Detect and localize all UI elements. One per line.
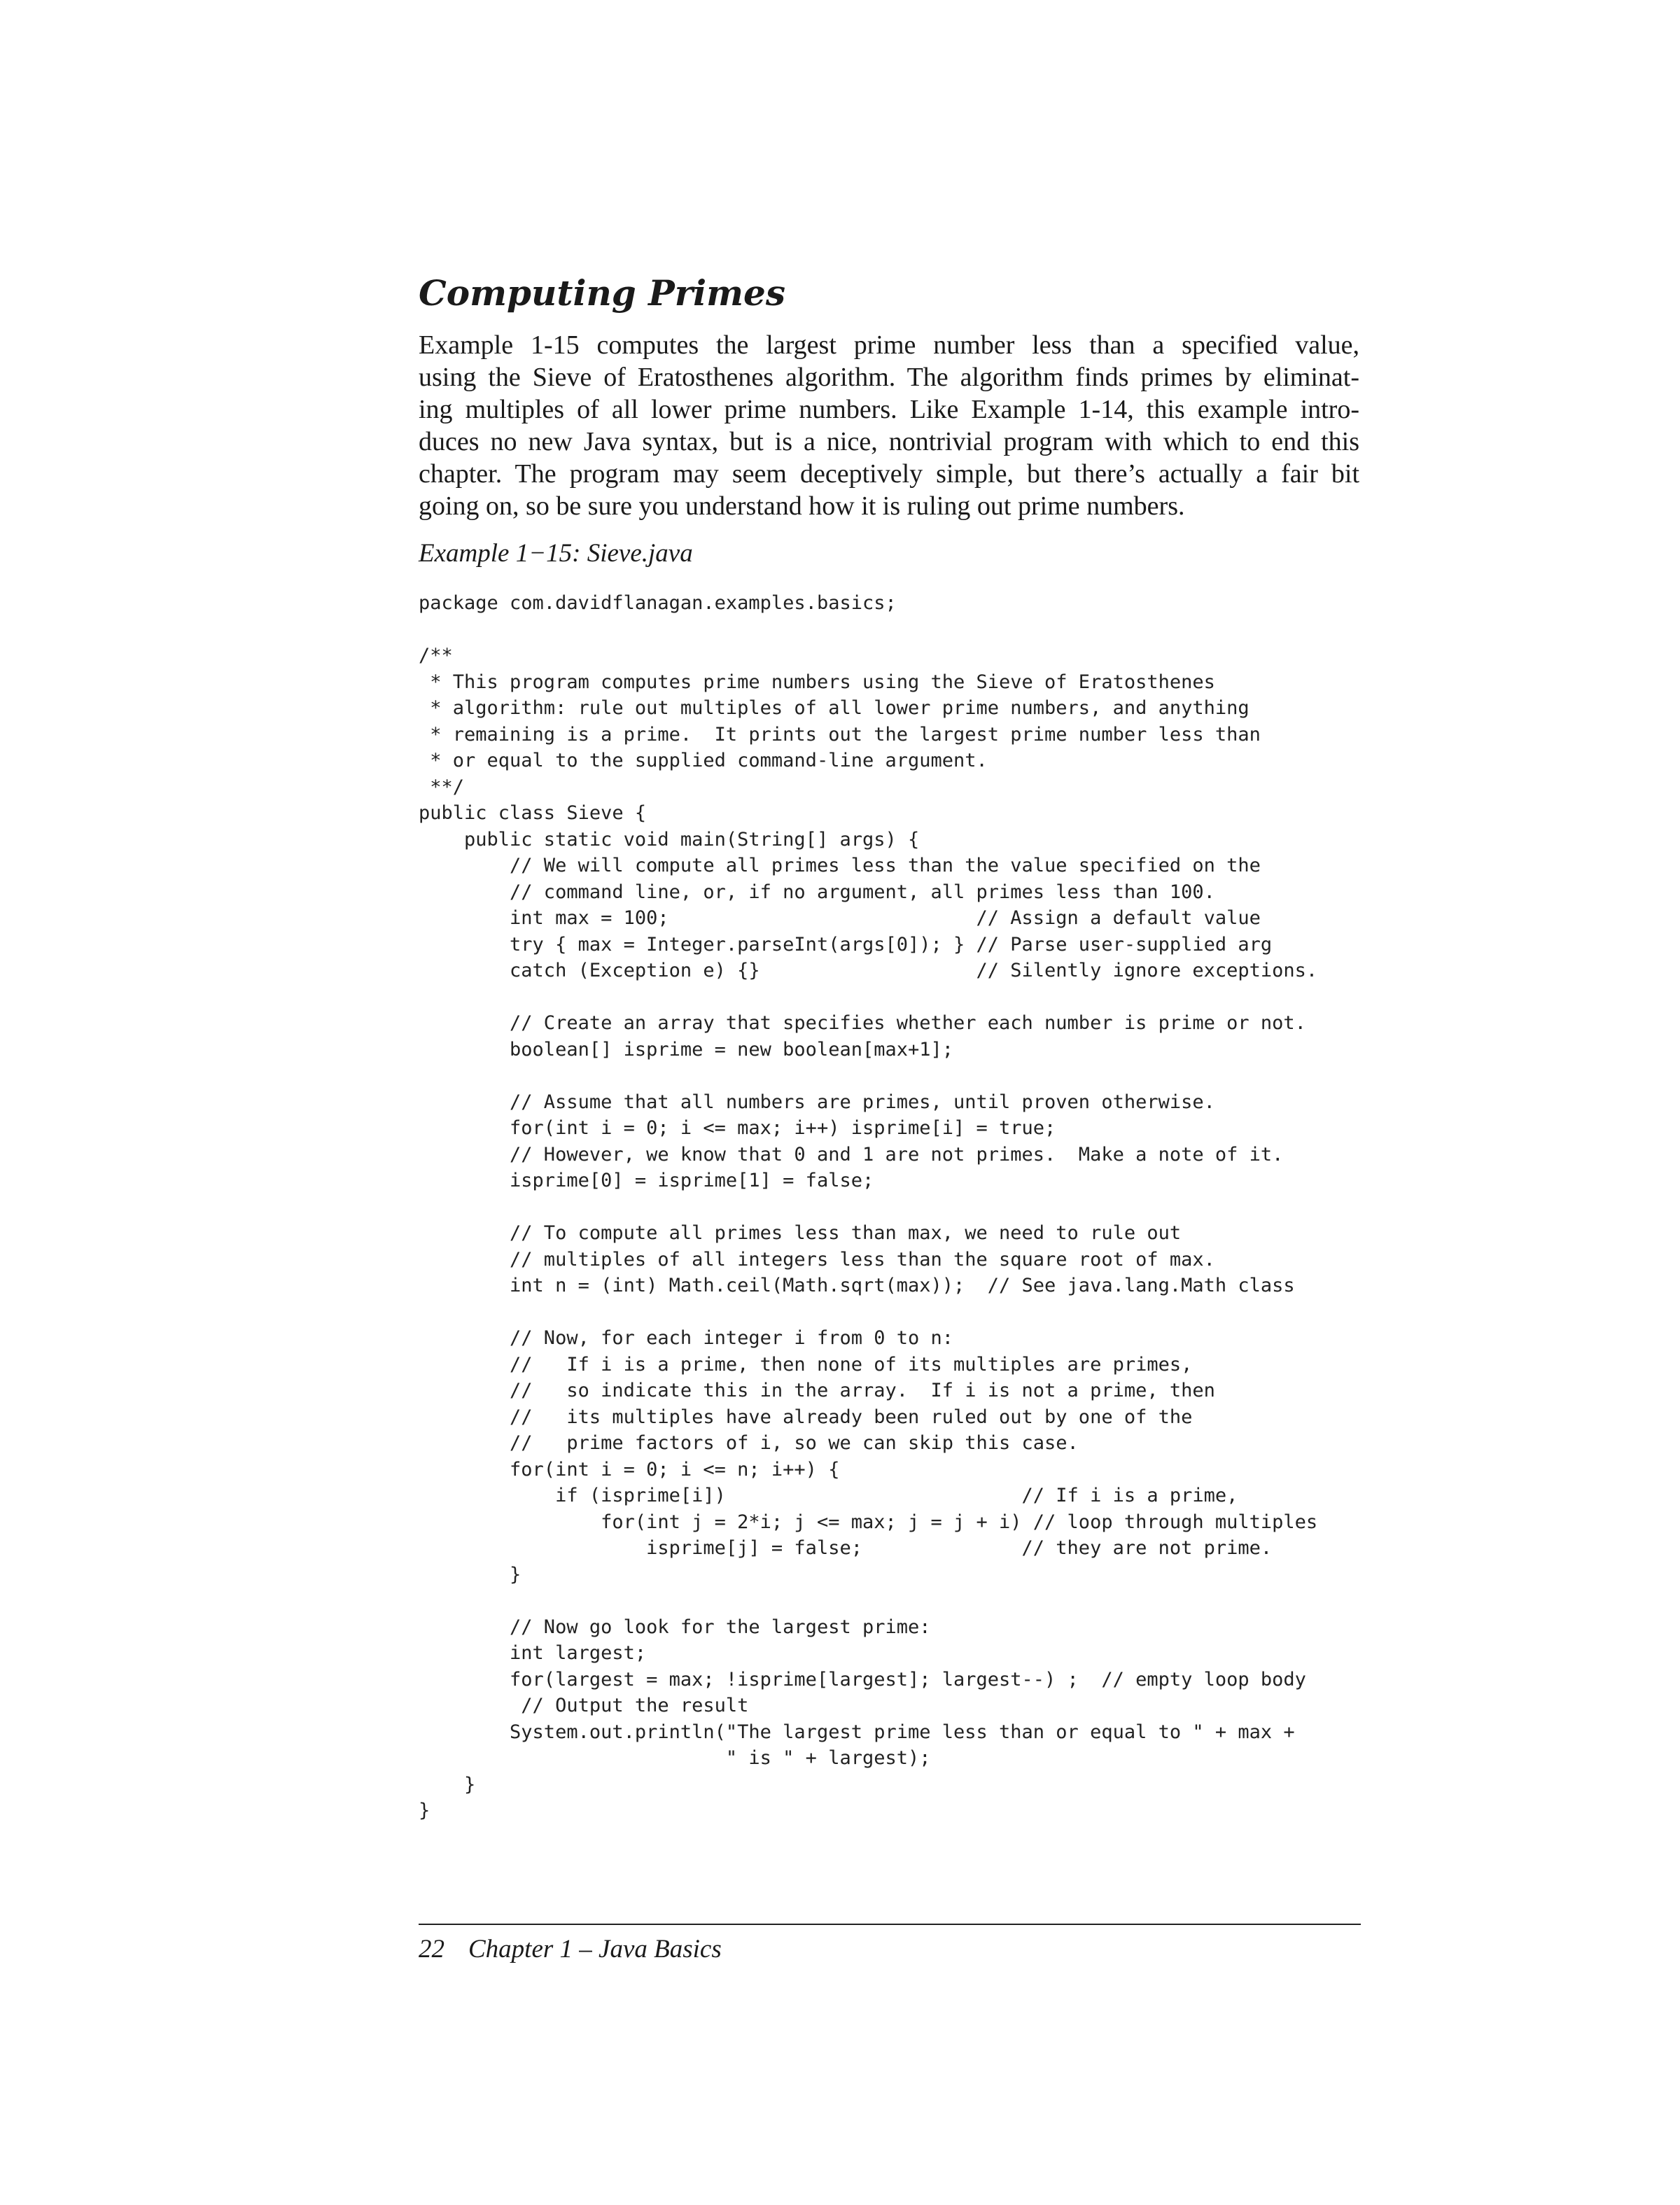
code-line: public static void main(String[] args) { bbox=[419, 828, 920, 850]
code-line: for(int i = 0; i <= max; i++) isprime[i] = true; bbox=[419, 1117, 1056, 1139]
code-line: * or equal to the supplied command-line argument. bbox=[419, 750, 988, 771]
code-line: if (isprime[i]) // If i is a prime, bbox=[419, 1485, 1238, 1506]
code-line: // Assume that all numbers are primes, until proven otherwise. bbox=[419, 1091, 1215, 1113]
code-line: // multiples of all integers less than the square root of max. bbox=[419, 1248, 1215, 1270]
code-line: int largest; bbox=[419, 1642, 647, 1664]
code-line bbox=[419, 984, 1317, 1011]
page-footer bbox=[419, 1932, 722, 1967]
code-line: // prime factors of i, so we can skip this case. bbox=[419, 1432, 1079, 1454]
footer-divider bbox=[419, 1924, 1361, 1925]
code-line: } bbox=[419, 1563, 522, 1586]
intro-line: ing multiples of all lower prime numbers. Like Example 1-14, this example intro- bbox=[419, 395, 1359, 424]
code-line: } bbox=[419, 1773, 476, 1795]
intro-line: chapter. The program may seem deceptively simple, but there’s actually a fair bit bbox=[419, 459, 1359, 489]
code-line bbox=[419, 1194, 1317, 1221]
intro-line: Example 1-15 computes the largest prime number less than a specified value, bbox=[419, 330, 1359, 360]
code-line: // Now go look for the largest prime: bbox=[419, 1616, 931, 1638]
code-line bbox=[419, 1588, 1317, 1614]
code-line: // so indicate this in the array. If i is not a prime, then bbox=[419, 1380, 1215, 1401]
code-line: } bbox=[419, 1800, 430, 1821]
code-line: **/ bbox=[419, 776, 465, 798]
code-line: // Output the result bbox=[419, 1695, 749, 1716]
code-line bbox=[419, 1299, 1317, 1326]
code-line: for(int j = 2*i; j <= max; j = j + i) // loop through multiples bbox=[419, 1511, 1318, 1533]
code-line: int n = (int) Math.ceil(Math.sqrt(max)); // See java.lang.Math class bbox=[419, 1275, 1295, 1296]
code-line: isprime[j] = false; // they are not prime. bbox=[419, 1537, 1273, 1559]
code-line: // its multiples have already been ruled out by one of the bbox=[419, 1406, 1193, 1428]
code-line: catch (Exception e) {} // Silently ignore exceptions. bbox=[419, 960, 1318, 981]
code-line bbox=[419, 617, 1317, 643]
code-line: * remaining is a prime. It prints out the largest prime number less than bbox=[419, 723, 1261, 746]
code-line: /** bbox=[419, 645, 453, 666]
code-line bbox=[419, 1063, 1317, 1089]
code-line: // command line, or, if no argument, all primes less than 100. bbox=[419, 881, 1215, 903]
intro-line: using the Sieve of Eratosthenes algorithm. The algorithm finds primes by eliminat- bbox=[419, 363, 1359, 392]
example-caption: Example 1−15: Sieve.java bbox=[419, 539, 693, 568]
page-number: 22 bbox=[419, 1935, 444, 1963]
code-line: " is " + largest); bbox=[419, 1747, 931, 1769]
code-line: // To compute all primes less than max, we need to rule out bbox=[419, 1222, 1182, 1244]
intro-paragraph bbox=[419, 329, 1359, 522]
running-title: Chapter 1 – Java Basics bbox=[468, 1935, 722, 1963]
code-line: package com.davidflanagan.examples.basics; bbox=[419, 592, 897, 614]
code-line: // Now, for each integer i from 0 to n: bbox=[419, 1327, 954, 1349]
code-line: * This program computes prime numbers using the Sieve of Eratosthenes bbox=[419, 671, 1215, 693]
intro-line: going on, so be sure you understand how it is ruling out prime numbers. bbox=[419, 491, 1185, 521]
intro-line: duces no new Java syntax, but is a nice, nontrivial program with which to end this bbox=[419, 427, 1359, 456]
code-line: isprime[0] = isprime[1] = false; bbox=[419, 1170, 874, 1191]
code-line: try { max = Integer.parseInt(args[0]); } // Parse user-supplied arg bbox=[419, 933, 1273, 955]
code-line: * algorithm: rule out multiples of all lower prime numbers, and anything bbox=[419, 697, 1250, 719]
code-listing bbox=[419, 590, 1317, 1824]
code-line: public class Sieve { bbox=[419, 802, 647, 824]
code-line: // If i is a prime, then none of its multiples are primes, bbox=[419, 1353, 1193, 1376]
code-line: // However, we know that 0 and 1 are not primes. Make a note of it. bbox=[419, 1143, 1284, 1166]
code-line: for(largest = max; !isprime[largest]; largest--) ; // empty loop body bbox=[419, 1668, 1306, 1690]
code-line: boolean[] isprime = new boolean[max+1]; bbox=[419, 1038, 954, 1060]
code-line: int max = 100; // Assign a default value bbox=[419, 907, 1261, 929]
code-line: for(int i = 0; i <= n; i++) { bbox=[419, 1458, 840, 1480]
section-title: Computing Primes bbox=[419, 272, 785, 314]
code-line: // Create an array that specifies whether each number is prime or not. bbox=[419, 1012, 1306, 1034]
code-line: // We will compute all primes less than the value specified on the bbox=[419, 855, 1261, 876]
code-line: System.out.println("The largest prime less than or equal to " + max + bbox=[419, 1721, 1295, 1743]
